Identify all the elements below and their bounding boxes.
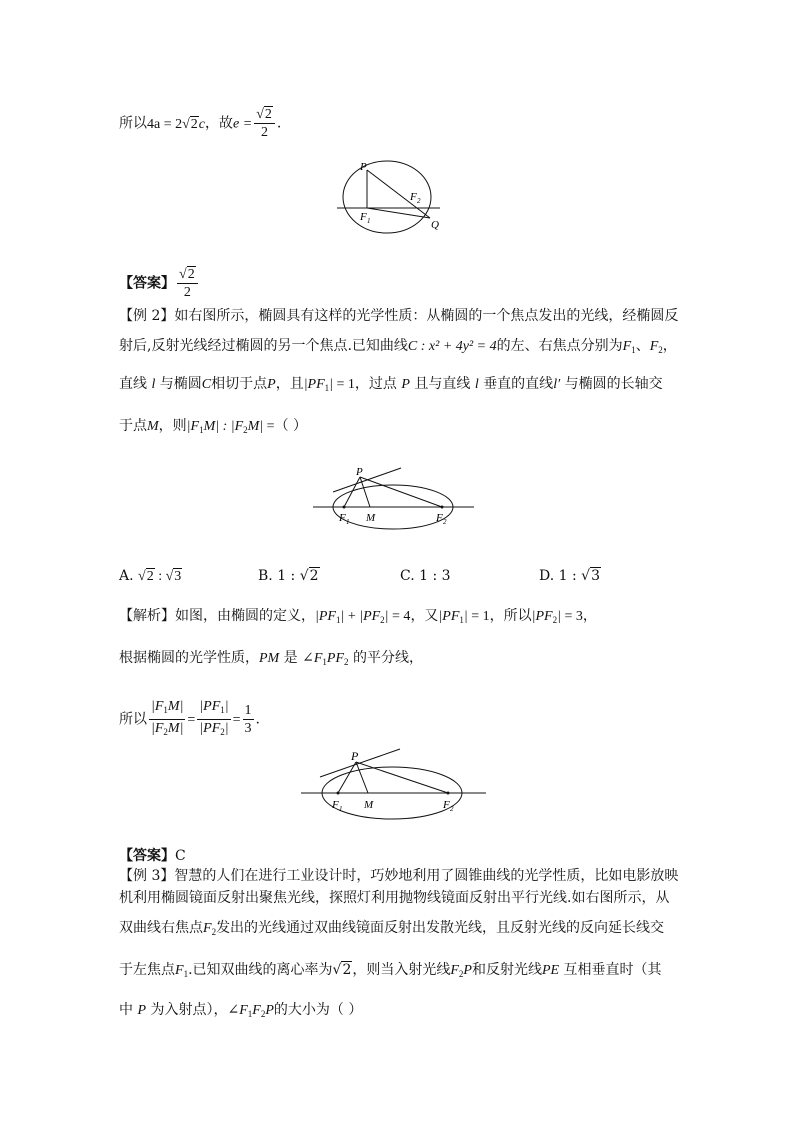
example-3-line-4: 于左焦点$F_1$.已知双曲线的离心率为√2，则当入射光线$F_2P$和反射光线PE 互相垂直时（其 xyxy=(119,962,662,979)
svg-text:F: F xyxy=(339,512,346,524)
answer-2: 【答案】C xyxy=(119,848,186,864)
svg-text:2: 2 xyxy=(417,197,421,205)
svg-text:F: F xyxy=(360,211,367,223)
example-2-line-3: 直线 l 与椭圆C相切于点P，且$|PF_1| = 1$，过点 P 且与直线 l 垂直的直线l′ 与椭圆的长轴交 xyxy=(119,376,663,393)
svg-text:P: P xyxy=(351,749,359,763)
example-3-line-3: 双曲线右焦点$F_2$发出的光线通过双曲线镜面反射出发散光线，且反射光线的反向延长线交 xyxy=(119,920,665,937)
solution-2-line-3: 所以 $\frac{|F_1M|}{|F_2M|}$ = $\frac{|PF_1|}{|PF_2|}$ = $\frac{1}{3}$ . xyxy=(119,699,260,737)
example-2-line-2: 射后,反射光线经过椭圆的另一个焦点.已知曲线C : x² + 4y² = 4的左、右焦点分别为$F_1$、$F_2$， xyxy=(119,338,677,355)
svg-text:F: F xyxy=(332,799,339,811)
svg-text:M: M xyxy=(364,799,374,811)
option-b[interactable]: B. 1 : √2 xyxy=(258,568,319,584)
solution-2-line-1: 【解析】如图，由椭圆的定义，$|PF_1| + |PF_2| = 4$，又$|PF_1| = 1$，所以$|PF_2| = 3$， xyxy=(119,608,597,625)
svg-text:P: P xyxy=(356,466,363,478)
svg-text:2: 2 xyxy=(450,805,454,813)
example-3-line-1: 【例 3】智慧的人们在进行工业设计时，巧妙地利用了圆锥曲线的光学性质，比如电影放映 xyxy=(119,868,679,884)
svg-text:1: 1 xyxy=(346,518,350,526)
example-2-line-4: 于点M，则$|F_1M|$ : $|F_2M|$ =（ ） xyxy=(119,418,308,435)
example-3-line-2: 机利用椭圆镜面反射出聚焦光线，探照灯利用抛物线镜面反射出平行光线.如右图所示，从 xyxy=(119,890,670,906)
example-2-line-1: 【例 2】如右图所示，椭圆具有这样的光学性质：从椭圆的一个焦点发出的光线，经椭圆反 xyxy=(119,308,679,324)
option-a[interactable]: A. √2 : √3 xyxy=(119,568,182,584)
svg-text:2: 2 xyxy=(443,518,447,526)
option-d[interactable]: D. 1 : √3 xyxy=(539,568,600,584)
svg-text:F: F xyxy=(443,799,450,811)
svg-text:M: M xyxy=(366,512,376,524)
svg-text:1: 1 xyxy=(367,217,371,225)
ellipse-figure-1 xyxy=(330,150,450,250)
svg-text:1: 1 xyxy=(339,805,343,813)
svg-text:Q: Q xyxy=(431,219,439,231)
example-3-line-5: 中 P 为入射点），$\angle F_1F_2P$的大小为（ ） xyxy=(119,1002,363,1019)
ellipse-figure-2 xyxy=(308,462,478,532)
solution-2-line-2: 根据椭圆的光学性质，PM 是 $\angle F_1PF_2$ 的平分线， xyxy=(119,650,423,667)
svg-text:F: F xyxy=(410,191,417,203)
svg-text:F: F xyxy=(436,512,443,524)
solution-conclusion-line: 所以4a = 2√2c，故e = $\frac{√2}{2}$ . xyxy=(119,107,282,140)
option-c[interactable]: C. 1 : 3 xyxy=(400,568,451,584)
answer-1: 【答案】 $\frac{√2}{2}$ xyxy=(119,266,200,301)
label-P: P xyxy=(360,161,367,173)
ellipse-figure-3 xyxy=(298,745,488,825)
